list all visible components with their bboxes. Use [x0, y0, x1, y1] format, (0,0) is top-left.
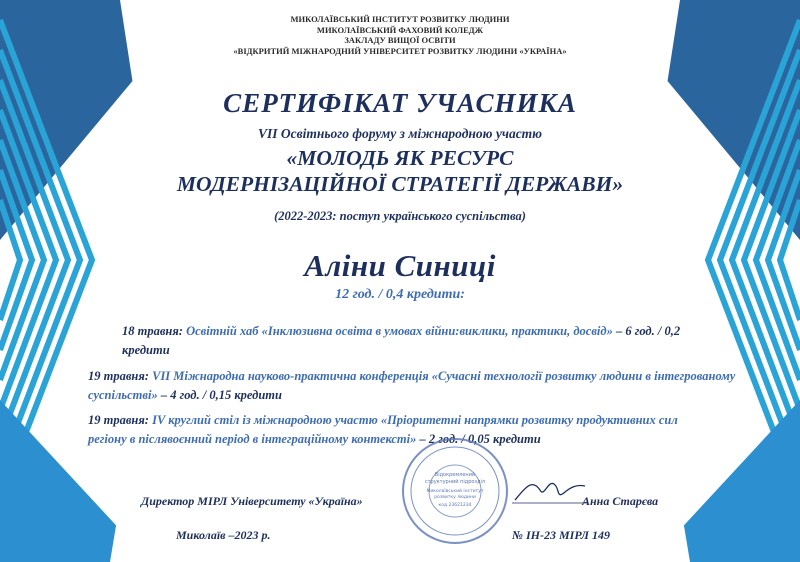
org-line-4: «ВІДКРИТИЙ МІЖНАРОДНИЙ УНІВЕРСИТЕТ РОЗВИТКУ ЛЮДИНИ «УКРАЇНА»	[233, 45, 567, 56]
program-event: IV круглий стіл із міжнародною участю «Пріоритетні напрямки розвитку продуктивних сил регіону в післявоєнний період в інтеграційному контексті»	[88, 413, 678, 446]
svg-text:розвитку людини: розвитку людини	[434, 495, 476, 500]
forum-name-line-1: «МОЛОДЬ ЯК РЕСУРС	[286, 146, 514, 170]
forum-name	[0, 145, 800, 197]
forum-subtitle: VII Освітнього форуму з міжнародною участю	[257, 126, 543, 141]
certificate-number: № ІН-23 МІРЛ 149	[512, 528, 610, 542]
forum-name-line-2: МОДЕРНІЗАЦІЙНОЇ СТРАТЕГІЇ ДЕРЖАВИ»	[176, 172, 624, 196]
total-hours: 12 год. / 0,4 кредити:	[335, 287, 465, 302]
svg-text:Відокремлений: Відокремлений	[434, 472, 476, 478]
place-date: Миколаїв –2023 р.	[176, 528, 271, 542]
org-line-3: ЗАКЛАДУ ВИЩОЇ ОСВІТИ	[344, 35, 456, 45]
signature-mark	[510, 470, 590, 510]
org-line-2: МИКОЛАЇВСЬКИЙ ФАХОВИЙ КОЛЕДЖ	[316, 24, 484, 35]
program-event: Освітній хаб «Інклюзивна освіта в умовах війни:виклики, практики, досвід»	[186, 324, 613, 338]
org-line-1: МИКОЛАЇВСЬКИЙ ІНСТИТУТ РОЗВИТКУ ЛЮДИНИ	[290, 14, 510, 24]
program-hours: – 4 год. / 0,15 кредити	[157, 388, 282, 402]
program-date: 19 травня:	[88, 369, 149, 383]
program-event: VII Міжнародна науково-практична конференція «Сучасні технології розвитку людини в інтегрованому суспільстві»	[88, 369, 736, 402]
svg-text:Миколаївський інститут: Миколаївський інститут	[426, 489, 484, 494]
organization-header	[0, 14, 800, 56]
official-stamp	[400, 436, 510, 546]
program-item-2	[88, 367, 738, 405]
recipient-name: Аліни Синиці	[304, 248, 496, 283]
forum-period: (2022-2023: поступ українського суспільства)	[274, 209, 526, 223]
program-item-1	[122, 322, 712, 360]
svg-text:структурний підрозділ: структурний підрозділ	[424, 479, 486, 485]
director-label: Директор МІРЛ Університету «Україна»	[141, 494, 363, 508]
program-date: 18 травня:	[122, 324, 183, 338]
program-date: 19 травня:	[88, 413, 149, 427]
program-hours: – 6 год. / 0,2 кредити	[122, 324, 681, 357]
svg-text:код 23621234: код 23621234	[438, 503, 472, 508]
program-item-3	[88, 411, 708, 449]
program-hours: – 2 год. / 0,05 кредити	[416, 432, 541, 446]
certificate-title: СЕРТИФІКАТ УЧАСНИКА	[223, 88, 577, 118]
director-name: Анна Старєва	[582, 494, 659, 508]
